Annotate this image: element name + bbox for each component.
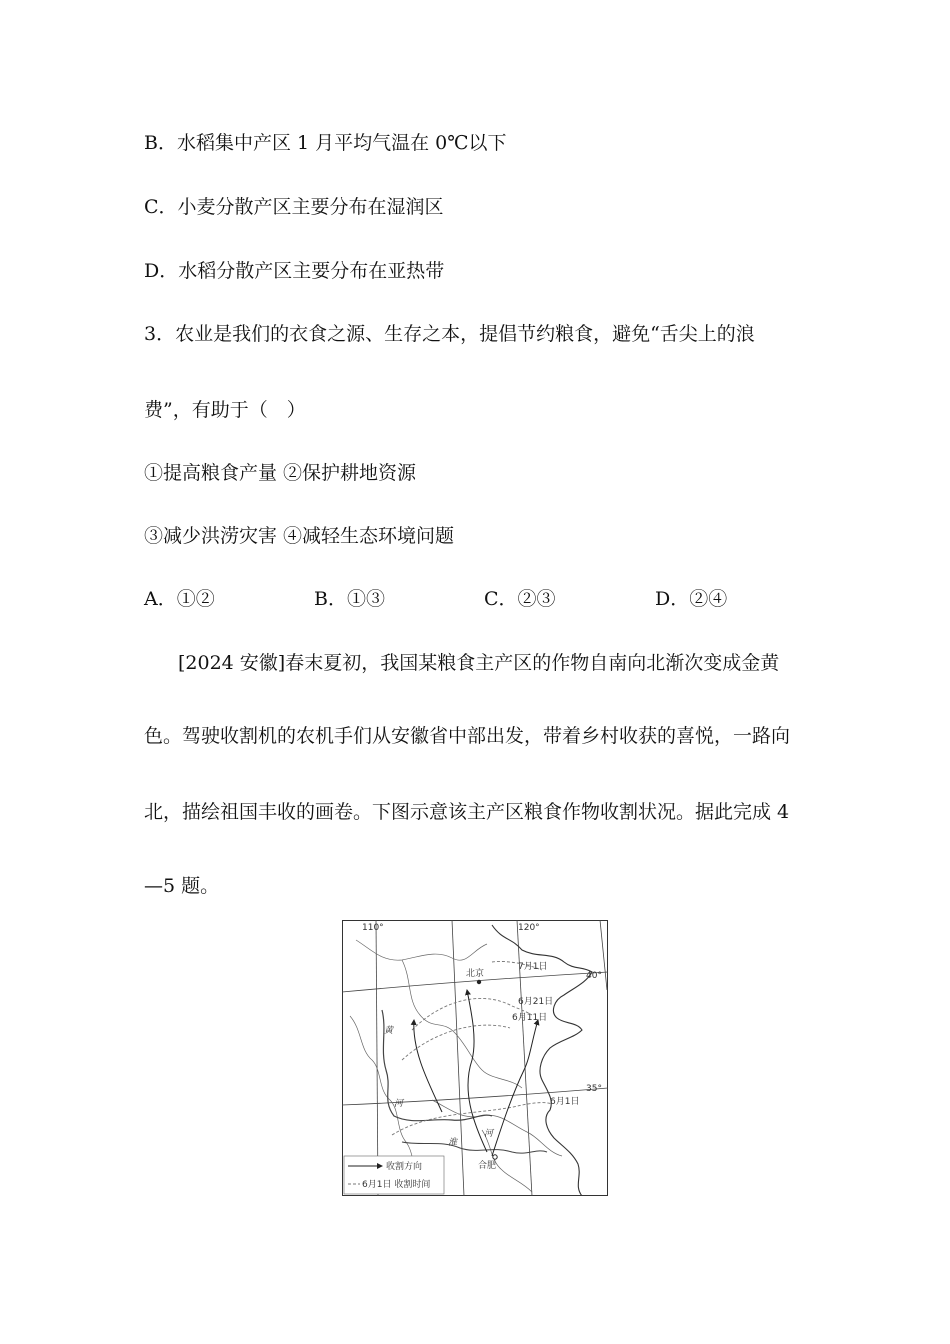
harvest-map-svg — [342, 920, 608, 1196]
isoline-label-jun11: 6月11日 — [512, 1013, 548, 1023]
option-c-q2: C．小麦分散产区主要分布在湿润区 — [144, 196, 444, 218]
option-b-q3: B．①③ — [314, 588, 385, 610]
option-d-q2: D．水稻分散产区主要分布在亚热带 — [144, 260, 445, 282]
isoline-label-jul1: 7月1日 — [518, 962, 548, 972]
harvest-map-figure — [342, 920, 608, 1196]
river-label-huang: 黄 — [384, 1026, 394, 1036]
river-label-he1: 河 — [394, 1099, 404, 1109]
question-3-statements-line1: ①提高粮食产量 ②保护耕地资源 — [144, 462, 417, 484]
river-label-he2: 河 — [484, 1129, 494, 1139]
lat-label-35: 35° — [586, 1084, 602, 1094]
city-label-hefei: 合肥 — [478, 1161, 497, 1171]
option-a-q3: A．①② — [144, 588, 215, 610]
option-b-q2: B．水稻集中产区 1 月平均气温在 0℃以下 — [144, 132, 507, 154]
isoline-label-jun21: 6月21日 — [518, 997, 554, 1007]
passage-line3: 北，描绘祖国丰收的画卷。下图示意该主产区粮食作物收割状况。据此完成 4 — [144, 801, 790, 823]
option-d-q3: D．②④ — [655, 588, 728, 610]
hefei-marker — [493, 1155, 497, 1159]
city-label-beijing: 北京 — [466, 969, 485, 979]
question-3-statements-line2: ③减少洪涝灾害 ④减轻生态环境问题 — [144, 525, 455, 547]
lon-label-120: 120° — [518, 923, 540, 933]
beijing-marker — [477, 980, 481, 984]
passage-line2: 色。驾驶收割机的农机手们从安徽省中部出发，带着乡村收获的喜悦，一路向 — [144, 725, 791, 747]
isoline-label-jun1: 6月1日 — [550, 1097, 580, 1107]
lon-label-110: 110° — [362, 923, 384, 933]
map-frame — [343, 921, 608, 1196]
river-label-huai: 淮 — [448, 1138, 458, 1148]
passage-line1: [2024 安徽]春末夏初，我国某粮食主产区的作物自南向北渐次变成金黄 — [178, 652, 780, 674]
legend-time-label: 6月1日 收割时间 — [362, 1180, 431, 1190]
question-3-stem-line1: 3．农业是我们的衣食之源、生存之本，提倡节约粮食，避免“舌尖上的浪 — [144, 323, 755, 345]
legend-direction-label: 收割方向 — [386, 1162, 423, 1172]
question-3-stem-line2: 费”，有助于（ ） — [144, 399, 306, 421]
lat-label-40: 40° — [586, 971, 602, 981]
option-c-q3: C．②③ — [484, 588, 556, 610]
passage-line4: —5 题。 — [144, 875, 220, 897]
